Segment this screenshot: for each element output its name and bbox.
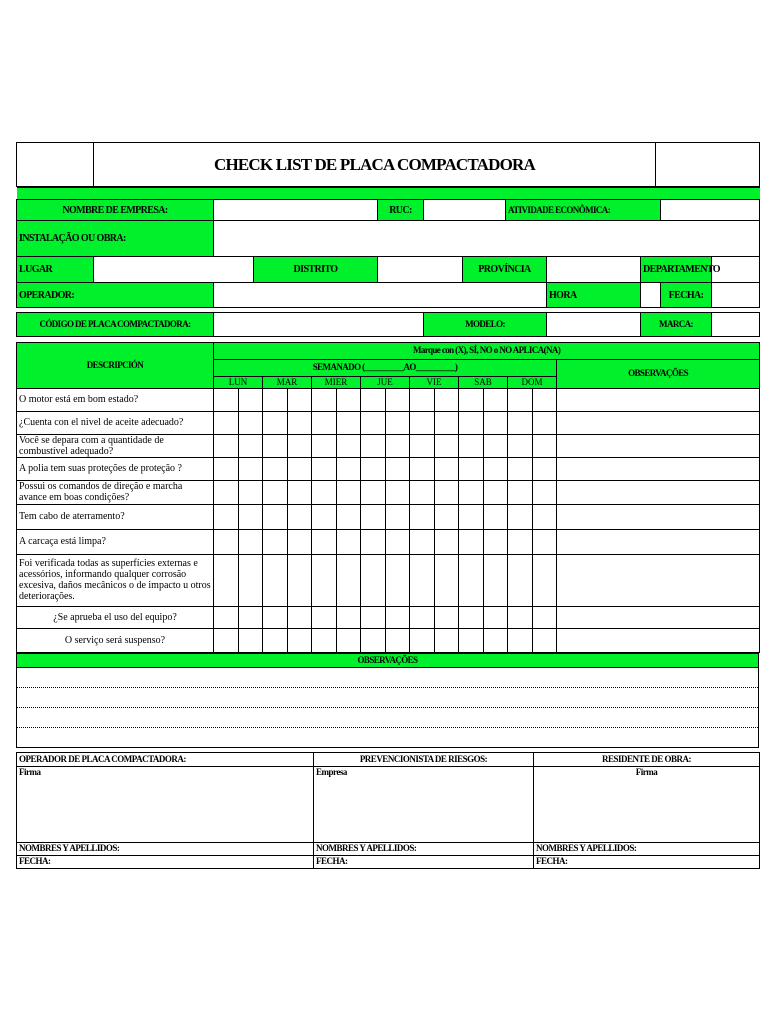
green-band xyxy=(17,188,760,200)
fecha-sig-label: FECHA: xyxy=(536,856,568,866)
codigo-field[interactable] xyxy=(214,313,424,337)
check-cell[interactable] xyxy=(532,388,557,411)
check-cell[interactable] xyxy=(238,554,263,606)
check-cell[interactable] xyxy=(238,480,263,504)
question-text: O serviço será suspenso? xyxy=(17,628,214,652)
observation-cell[interactable] xyxy=(557,411,760,434)
lugar-field[interactable] xyxy=(94,257,254,283)
check-cell[interactable] xyxy=(434,434,459,457)
check-cell[interactable] xyxy=(287,554,312,606)
fecha-label: FECHA: xyxy=(661,283,712,308)
table-row xyxy=(17,388,760,411)
check-cell[interactable] xyxy=(410,504,435,529)
check-cell[interactable] xyxy=(287,529,312,554)
question-text: ¿Se aprueba el uso del equipo? xyxy=(17,606,214,628)
operador-firma-cell[interactable] xyxy=(17,766,314,842)
check-cell[interactable] xyxy=(410,434,435,457)
check-cell[interactable] xyxy=(287,606,312,628)
check-cell[interactable] xyxy=(312,457,337,480)
check-cell[interactable] xyxy=(385,480,410,504)
ruc-field[interactable] xyxy=(424,200,506,221)
check-cell[interactable] xyxy=(410,606,435,628)
check-cell[interactable] xyxy=(508,554,533,606)
check-cell[interactable] xyxy=(434,554,459,606)
check-cell[interactable] xyxy=(263,457,288,480)
day-header-dom: DOM xyxy=(508,376,557,388)
check-cell[interactable] xyxy=(508,606,533,628)
check-cell[interactable] xyxy=(459,411,484,434)
observation-cell[interactable] xyxy=(557,504,760,529)
atividade-label: ATIVIDADE ECONÔMICA: xyxy=(506,200,661,221)
check-cell[interactable] xyxy=(459,457,484,480)
check-cell[interactable] xyxy=(336,388,361,411)
hora-field[interactable] xyxy=(641,283,661,308)
check-cell[interactable] xyxy=(483,606,508,628)
table-row xyxy=(17,411,760,434)
check-cell[interactable] xyxy=(483,628,508,652)
check-cell[interactable] xyxy=(385,434,410,457)
check-cell[interactable] xyxy=(336,457,361,480)
check-cell[interactable] xyxy=(312,411,337,434)
check-cell[interactable] xyxy=(336,628,361,652)
check-cell[interactable] xyxy=(287,628,312,652)
prevencionista-label: PREVENCIONISTA DE RIESGOS: xyxy=(314,752,534,766)
empresa-label: Empresa xyxy=(316,766,347,777)
lugar-label: LUGAR xyxy=(17,257,94,283)
check-cell[interactable] xyxy=(508,411,533,434)
question-text: Tem cabo de aterramento? xyxy=(17,504,214,529)
check-cell[interactable] xyxy=(312,628,337,652)
check-cell[interactable] xyxy=(214,434,239,457)
provincia-field[interactable] xyxy=(547,257,641,283)
check-cell[interactable] xyxy=(385,628,410,652)
empresa-field[interactable] xyxy=(214,200,378,221)
check-cell[interactable] xyxy=(336,606,361,628)
day-header-mier: MIER xyxy=(312,376,361,388)
check-cell[interactable] xyxy=(214,388,239,411)
modelo-label: MODELO: xyxy=(424,313,547,337)
distrito-label: DISTRITO xyxy=(254,257,378,283)
residente-firma-cell[interactable] xyxy=(534,766,760,842)
check-cell[interactable] xyxy=(361,411,386,434)
check-cell[interactable] xyxy=(410,457,435,480)
observation-cell[interactable] xyxy=(557,529,760,554)
nombres-label: NOMBRES Y APELLIDOS: xyxy=(536,843,637,853)
check-cell[interactable] xyxy=(385,457,410,480)
check-cell[interactable] xyxy=(385,606,410,628)
check-cell[interactable] xyxy=(508,504,533,529)
check-cell[interactable] xyxy=(336,480,361,504)
table-row xyxy=(17,480,760,504)
day-header-vie: VIE xyxy=(410,376,459,388)
check-cell[interactable] xyxy=(508,529,533,554)
check-cell[interactable] xyxy=(312,504,337,529)
check-cell[interactable] xyxy=(508,457,533,480)
check-cell[interactable] xyxy=(214,529,239,554)
modelo-field[interactable] xyxy=(547,313,641,337)
check-cell[interactable] xyxy=(336,504,361,529)
observation-cell[interactable] xyxy=(557,554,760,606)
fecha-cell-1[interactable] xyxy=(17,855,314,868)
observation-cell[interactable] xyxy=(557,434,760,457)
check-cell[interactable] xyxy=(385,529,410,554)
check-cell[interactable] xyxy=(434,411,459,434)
check-cell[interactable] xyxy=(263,411,288,434)
table-row xyxy=(17,504,760,529)
check-cell[interactable] xyxy=(361,529,386,554)
check-cell[interactable] xyxy=(483,411,508,434)
departamento-label: DEPARTAMENTO xyxy=(641,257,712,283)
question-text: A polia tem suas proteções de proteção ? xyxy=(17,457,214,480)
check-cell[interactable] xyxy=(263,606,288,628)
marque-header: Marque con (X), SÍ, NO o NO APLICA(NA) xyxy=(214,342,760,359)
distrito-field[interactable] xyxy=(378,257,463,283)
check-cell[interactable] xyxy=(459,504,484,529)
check-cell[interactable] xyxy=(385,504,410,529)
check-cell[interactable] xyxy=(312,434,337,457)
check-cell[interactable] xyxy=(532,529,557,554)
check-cell[interactable] xyxy=(361,388,386,411)
operador-field[interactable] xyxy=(214,283,547,308)
check-cell[interactable] xyxy=(434,606,459,628)
check-cell[interactable] xyxy=(459,628,484,652)
observation-cell[interactable] xyxy=(557,388,760,411)
marca-label: MARCA: xyxy=(641,313,712,337)
check-cell[interactable] xyxy=(434,457,459,480)
observation-cell[interactable] xyxy=(557,480,760,504)
check-cell[interactable] xyxy=(238,606,263,628)
check-cell[interactable] xyxy=(483,434,508,457)
check-cell[interactable] xyxy=(459,480,484,504)
check-cell[interactable] xyxy=(263,504,288,529)
firma-label-2: Firma xyxy=(635,766,658,777)
check-cell[interactable] xyxy=(263,480,288,504)
check-cell[interactable] xyxy=(336,434,361,457)
table-row xyxy=(17,457,760,480)
check-cell[interactable] xyxy=(214,606,239,628)
check-cell[interactable] xyxy=(483,480,508,504)
check-cell[interactable] xyxy=(312,554,337,606)
operador-signature-label: OPERADOR DE PLACA COMPACTADORA: xyxy=(17,752,314,766)
check-cell[interactable] xyxy=(263,388,288,411)
nombres-label: NOMBRES Y APELLIDOS: xyxy=(316,843,417,853)
observation-cell[interactable] xyxy=(557,606,760,628)
check-cell[interactable] xyxy=(238,529,263,554)
check-cell[interactable] xyxy=(287,411,312,434)
check-cell[interactable] xyxy=(434,504,459,529)
check-cell[interactable] xyxy=(434,529,459,554)
nombres-cell-3[interactable] xyxy=(534,842,760,855)
check-cell[interactable] xyxy=(214,504,239,529)
hora-label: HORA xyxy=(547,283,641,308)
check-cell[interactable] xyxy=(238,504,263,529)
check-cell[interactable] xyxy=(385,554,410,606)
table-row xyxy=(17,554,760,606)
check-cell[interactable] xyxy=(312,480,337,504)
check-cell[interactable] xyxy=(483,457,508,480)
check-cell[interactable] xyxy=(483,529,508,554)
logo-cell-right xyxy=(656,143,760,187)
question-text: Foi verificada todas as superfícies externas e acessórios, informando qualquer corrosão excesiva, daños mecânicos o de impacto u otros deteriorações. xyxy=(17,554,214,606)
nombres-cell-2[interactable] xyxy=(314,842,534,855)
check-cell[interactable] xyxy=(312,388,337,411)
check-cell[interactable] xyxy=(385,411,410,434)
check-cell[interactable] xyxy=(361,434,386,457)
check-cell[interactable] xyxy=(410,628,435,652)
check-cell[interactable] xyxy=(532,504,557,529)
ruc-label: RUC: xyxy=(378,200,424,221)
check-cell[interactable] xyxy=(336,529,361,554)
check-cell[interactable] xyxy=(238,628,263,652)
check-cell[interactable] xyxy=(263,434,288,457)
check-cell[interactable] xyxy=(410,554,435,606)
check-cell[interactable] xyxy=(361,628,386,652)
checklist-form xyxy=(16,142,759,869)
check-cell[interactable] xyxy=(459,606,484,628)
operador-label: OPERADOR: xyxy=(17,283,214,308)
nombres-cell-1[interactable] xyxy=(17,842,314,855)
check-cell[interactable] xyxy=(214,411,239,434)
check-cell[interactable] xyxy=(361,606,386,628)
fecha-field[interactable] xyxy=(712,283,760,308)
observacoes-line-4[interactable] xyxy=(17,727,759,747)
fecha-cell-3[interactable] xyxy=(534,855,760,868)
nombres-label: NOMBRES Y APELLIDOS: xyxy=(19,843,120,853)
check-cell[interactable] xyxy=(312,529,337,554)
instalacao-label: INSTALAÇÃO OU OBRA: xyxy=(17,221,214,257)
fecha-sig-label: FECHA: xyxy=(316,856,348,866)
check-cell[interactable] xyxy=(532,554,557,606)
instalacao-field[interactable] xyxy=(214,221,760,257)
codigo-label: CÓDIGO DE PLACA COMPACTADORA: xyxy=(17,313,214,337)
check-cell[interactable] xyxy=(287,504,312,529)
day-header-jue: JUE xyxy=(361,376,410,388)
observacoes-table xyxy=(16,653,759,748)
table-row xyxy=(17,606,760,628)
header-table xyxy=(16,187,760,342)
check-cell[interactable] xyxy=(263,554,288,606)
check-cell[interactable] xyxy=(532,411,557,434)
observacoes-line-2[interactable] xyxy=(17,687,759,707)
check-cell[interactable] xyxy=(459,388,484,411)
check-cell[interactable] xyxy=(434,628,459,652)
check-cell[interactable] xyxy=(434,388,459,411)
check-cell[interactable] xyxy=(508,628,533,652)
check-cell[interactable] xyxy=(336,411,361,434)
check-cell[interactable] xyxy=(214,628,239,652)
check-cell[interactable] xyxy=(532,606,557,628)
page-title: CHECK LIST DE PLACA COMPACTADORA xyxy=(94,143,656,187)
check-cell[interactable] xyxy=(263,529,288,554)
fecha-sig-label: FECHA: xyxy=(19,856,51,866)
check-cell[interactable] xyxy=(459,554,484,606)
observacoes-line-1[interactable] xyxy=(17,667,759,687)
check-cell[interactable] xyxy=(287,388,312,411)
check-cell[interactable] xyxy=(434,480,459,504)
question-text: A carcaça está limpa? xyxy=(17,529,214,554)
question-text: ¿Cuenta con el nivel de aceite adecuado? xyxy=(17,411,214,434)
check-cell[interactable] xyxy=(385,388,410,411)
observacoes-line-3[interactable] xyxy=(17,707,759,727)
checklist-grid xyxy=(16,342,760,653)
question-text: Você se depara com a quantidade de combustível adequado? xyxy=(17,434,214,457)
logo-cell-left xyxy=(17,143,94,187)
check-cell[interactable] xyxy=(361,554,386,606)
check-cell[interactable] xyxy=(532,457,557,480)
semanado-header: SEMANADO (__________AO__________) xyxy=(214,359,557,376)
table-row xyxy=(17,628,760,652)
title-table xyxy=(16,142,760,187)
signature-table xyxy=(16,752,760,869)
observation-cell[interactable] xyxy=(557,457,760,480)
check-cell[interactable] xyxy=(312,606,337,628)
residente-label: RESIDENTE DE OBRA: xyxy=(534,752,760,766)
check-cell[interactable] xyxy=(287,457,312,480)
check-cell[interactable] xyxy=(410,411,435,434)
check-cell[interactable] xyxy=(263,628,288,652)
empresa-label: NOMBRE DE EMPRESA: xyxy=(17,200,214,221)
observacoes-header: OBSERVAÇÕES xyxy=(557,359,760,388)
firma-label: Firma xyxy=(19,766,41,777)
day-header-mar: MAR xyxy=(263,376,312,388)
check-cell[interactable] xyxy=(508,388,533,411)
check-cell[interactable] xyxy=(361,480,386,504)
check-cell[interactable] xyxy=(214,457,239,480)
check-cell[interactable] xyxy=(508,434,533,457)
check-cell[interactable] xyxy=(532,628,557,652)
check-cell[interactable] xyxy=(361,504,386,529)
table-row xyxy=(17,529,760,554)
check-cell[interactable] xyxy=(410,480,435,504)
check-cell[interactable] xyxy=(532,480,557,504)
check-cell[interactable] xyxy=(508,480,533,504)
question-text: O motor está em bom estado? xyxy=(17,388,214,411)
check-cell[interactable] xyxy=(459,529,484,554)
check-cell[interactable] xyxy=(238,411,263,434)
marca-field[interactable] xyxy=(712,313,760,337)
day-header-lun: LUN xyxy=(214,376,263,388)
fecha-cell-2[interactable] xyxy=(314,855,534,868)
atividade-field[interactable] xyxy=(661,200,760,221)
check-cell[interactable] xyxy=(459,434,484,457)
check-cell[interactable] xyxy=(483,504,508,529)
table-row xyxy=(17,434,760,457)
question-text: Possui os comandos de direção e marcha avance em boas condições? xyxy=(17,480,214,504)
check-cell[interactable] xyxy=(238,388,263,411)
descripcion-header: DESCRIPCIÓN xyxy=(17,342,214,388)
check-cell[interactable] xyxy=(214,480,239,504)
check-cell[interactable] xyxy=(238,457,263,480)
check-cell[interactable] xyxy=(483,388,508,411)
check-cell[interactable] xyxy=(532,434,557,457)
check-cell[interactable] xyxy=(336,554,361,606)
check-cell[interactable] xyxy=(361,457,386,480)
prevencionista-empresa-cell[interactable] xyxy=(314,766,534,842)
check-cell[interactable] xyxy=(287,480,312,504)
check-cell[interactable] xyxy=(287,434,312,457)
provincia-label: PROVÍNCIA xyxy=(463,257,547,283)
check-cell[interactable] xyxy=(410,388,435,411)
check-cell[interactable] xyxy=(214,554,239,606)
check-cell[interactable] xyxy=(238,434,263,457)
check-cell[interactable] xyxy=(483,554,508,606)
observation-cell[interactable] xyxy=(557,628,760,652)
day-header-sab: SAB xyxy=(459,376,508,388)
check-cell[interactable] xyxy=(410,529,435,554)
observacoes-section-label: OBSERVAÇÕES xyxy=(17,653,759,667)
